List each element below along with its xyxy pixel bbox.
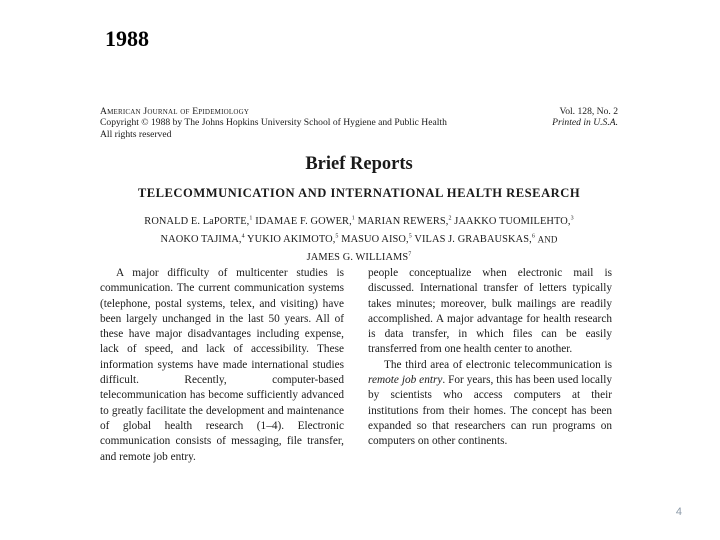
- author-list: [100, 212, 618, 265]
- author: JAAKKO TUOMILEHTO,$^3$: [454, 216, 574, 228]
- author: YUKIO AKIMOTO,$^5$: [247, 233, 339, 246]
- author: MARIAN REWERS,$^2$: [357, 216, 452, 228]
- article-scan: [100, 106, 618, 516]
- authors-conjunction: AND: [537, 234, 558, 245]
- body-paragraph: A major difficulty of multicenter studies is communication. The current communication systems (telephone, postal systems, telex, and visiting) have been largely unchanged in the last 50 years. All of these have major disadvantages including expense, lack of speed, and lack of accessibility. These information systems have made international studies difficult. Recently, computer-based telecommunication has become sufficiently advanced to greatly facilitate the development and maintenance of global health research (1–4). Electronic communication consists of messaging, file transfer, and remote job entry.: [100, 267, 344, 463]
- slide-year-heading: 1988: [105, 26, 149, 51]
- author: RONALD E. LaPORTE,$^1$: [144, 216, 253, 228]
- author: VILAS J. GRABAUSKAS,$^6$: [414, 233, 535, 246]
- body-column-left: [100, 266, 344, 465]
- emphasis-text: remote job entry: [368, 374, 443, 387]
- volume-info: [552, 106, 618, 129]
- slide-number: 4: [675, 506, 682, 518]
- author: JAMES G. WILLIAMS$^7$: [306, 251, 412, 263]
- author: MASUO AISO,$^5$: [341, 233, 412, 246]
- printed-location: Printed in U.S.A.: [552, 117, 618, 129]
- copyright-line: Copyright © 1988 by The Johns Hopkins University School of Hygiene and Public Health: [100, 117, 447, 129]
- journal-name: American Journal of Epidemiology: [100, 106, 250, 117]
- author: IDAMAE F. GOWER,$^1$: [255, 216, 355, 228]
- author: NAOKO TAJIMA,$^4$: [160, 233, 245, 246]
- article-title: TELECOMMUNICATION AND INTERNATIONAL HEALTH RESEARCH: [137, 186, 581, 200]
- body-column-right: [368, 266, 612, 450]
- rights-line: All rights reserved: [100, 128, 172, 140]
- journal-header: [100, 106, 447, 140]
- body-paragraph: people conceptualize when electronic mail is discussed. International transfer of letters typically takes minutes; moreover, bulk mailings are readily accomplished. A major advantage for health research is data transfer, in which files can be easily transferred from one health center to another.: [368, 267, 612, 356]
- volume-number: Vol. 128, No. 2: [559, 106, 618, 117]
- body-paragraph: The third area of electronic telecommunication is remote job entry. For years, this has been used locally by scientists who access computers at their institutions from their homes. The concept has been expanded so that researchers can run programs on computers on other continents.: [368, 358, 612, 448]
- section-title: Brief Reports: [305, 154, 413, 174]
